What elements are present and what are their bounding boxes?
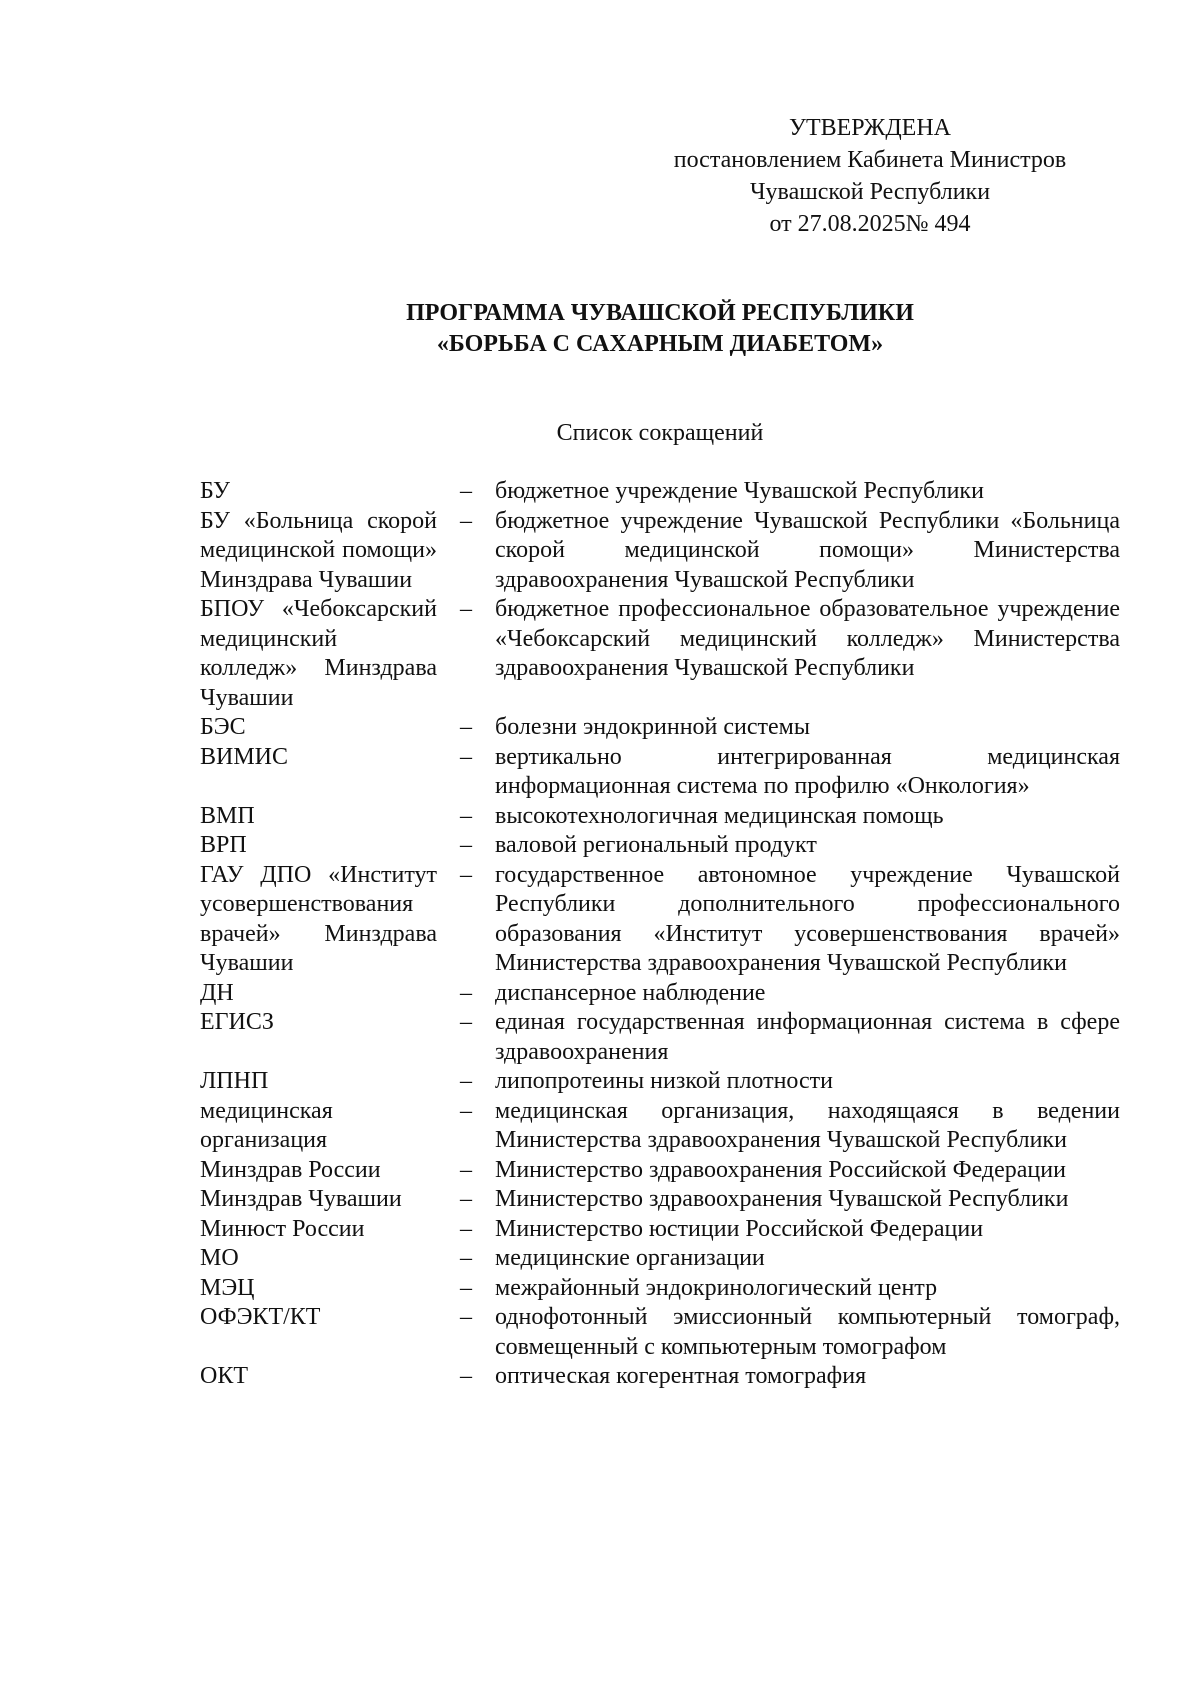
- abbreviation-row: [200, 507, 1120, 596]
- approval-stamp: [640, 112, 1100, 240]
- approval-date: от 27.08.2025: [769, 211, 906, 237]
- abbreviation-definition: диспансерное наблюдение: [495, 979, 766, 1006]
- abbreviation-term: БПОУ «Чебоксарский медицинский колледж» Минздрава Чувашии: [200, 596, 437, 711]
- abbreviation-definition: липопротеины низкой плотности: [495, 1068, 834, 1094]
- abbreviation-row: [200, 979, 1120, 1009]
- abbreviation-dash: –: [460, 1274, 472, 1301]
- abbreviation-dash: –: [460, 1245, 472, 1271]
- approval-number: № 494: [905, 211, 971, 237]
- abbreviation-list: [200, 477, 1120, 1392]
- abbreviation-row: [200, 1303, 1120, 1362]
- abbreviation-row: [200, 1097, 1120, 1156]
- abbreviation-term: БУ: [200, 478, 230, 504]
- abbreviation-definition: бюджетное учреждение Чувашской Республики: [495, 478, 984, 504]
- abbreviation-row: [200, 1362, 1120, 1392]
- approval-date-line: [640, 208, 1100, 240]
- approval-region: Чувашской Республики: [749, 179, 991, 205]
- abbreviation-definition: Министерство здравоохранения Чувашской Республики: [495, 1186, 1069, 1212]
- abbreviation-term: ГАУ ДПО «Институт усовершенствования врачей» Минздрава Чувашии: [200, 861, 437, 976]
- abbreviation-term: Минздрав России: [200, 1156, 381, 1183]
- abbreviation-dash: –: [460, 743, 472, 770]
- section-heading: Список сокращений: [556, 420, 764, 446]
- abbreviation-term: ВИМИС: [200, 743, 289, 770]
- abbreviation-dash: –: [460, 1068, 472, 1094]
- abbreviation-row: [200, 1185, 1120, 1215]
- abbreviation-definition: Министерство здравоохранения Российской Федерации: [495, 1156, 1066, 1183]
- abbreviation-row: [200, 831, 1120, 861]
- abbreviation-dash: –: [460, 596, 472, 622]
- abbreviation-definition: однофотонный эмиссионный компьютерный томограф, совмещенный с компьютерным томографом: [495, 1304, 1120, 1360]
- abbreviation-term: БЭС: [200, 714, 246, 740]
- abbreviation-term: Минздрав Чувашии: [200, 1186, 402, 1212]
- abbreviation-row: [200, 743, 1120, 802]
- abbreviation-dash: –: [460, 1097, 472, 1124]
- abbreviation-term: Минюст России: [200, 1215, 365, 1242]
- abbreviation-row: [200, 477, 1120, 507]
- document-title: [200, 298, 1120, 360]
- abbreviation-definition: болезни эндокринной системы: [495, 714, 810, 740]
- abbreviation-dash: –: [460, 802, 472, 829]
- abbreviation-term: БУ «Больница скорой медицинской помощи» Минздрава Чувашии: [200, 507, 437, 593]
- title-line-1: ПРОГРАММА ЧУВАШСКОЙ РЕСПУБЛИКИ: [406, 300, 914, 326]
- abbreviation-dash: –: [460, 1363, 472, 1389]
- abbreviation-row: [200, 1274, 1120, 1304]
- abbreviation-definition: Министерство юстиции Российской Федерации: [495, 1215, 984, 1242]
- abbreviation-term: МЭЦ: [200, 1274, 255, 1301]
- abbreviation-term: МО: [200, 1245, 239, 1271]
- abbreviation-row: [200, 1067, 1120, 1097]
- abbreviation-dash: –: [460, 1304, 472, 1330]
- abbreviation-definition: высокотехнологичная медицинская помощь: [495, 802, 944, 829]
- abbreviation-row: [200, 861, 1120, 979]
- abbreviation-definition: государственное автономное учреждение Чувашской Республики дополнительного профессионального образования «Институт усовершенствования врачей» Министерства здравоохранения Чувашской Республики: [495, 861, 1120, 976]
- abbreviation-term: ДН: [200, 979, 234, 1006]
- abbreviation-dash: –: [460, 478, 472, 504]
- abbreviation-definition: оптическая когерентная томография: [495, 1363, 867, 1389]
- abbreviation-term: ВМП: [200, 802, 255, 829]
- abbreviation-term: ОФЭКТ/КТ: [200, 1304, 321, 1330]
- abbreviation-dash: –: [460, 1156, 472, 1183]
- abbreviation-term: ОКТ: [200, 1363, 248, 1389]
- abbreviation-dash: –: [460, 832, 472, 858]
- abbreviation-definition: бюджетное профессиональное образовательное учреждение «Чебоксарский медицинский колледж» Министерства здравоохранения Чувашской Республики: [495, 596, 1120, 681]
- approval-heading: УТВЕРЖДЕНА: [788, 115, 952, 141]
- abbreviation-definition: вертикально интегрированная медицинская информационная система по профилю «Онкология»: [495, 743, 1120, 799]
- abbreviation-term: медицинская организация: [200, 1097, 333, 1153]
- approval-authority: постановлением Кабинета Министров: [673, 147, 1067, 173]
- abbreviation-dash: –: [460, 861, 472, 888]
- abbreviation-dash: –: [460, 979, 472, 1006]
- abbreviation-dash: –: [460, 1186, 472, 1212]
- abbreviation-row: [200, 1244, 1120, 1274]
- abbreviation-term: ЕГИСЗ: [200, 1009, 274, 1035]
- abbreviation-definition: медицинские организации: [495, 1245, 765, 1271]
- abbreviation-row: [200, 1008, 1120, 1067]
- abbreviation-row: [200, 1156, 1120, 1186]
- title-line-2: «БОРЬБА С САХАРНЫМ ДИАБЕТОМ»: [436, 331, 884, 357]
- abbreviation-definition: межрайонный эндокринологический центр: [495, 1274, 938, 1301]
- abbreviation-definition: валовой региональный продукт: [495, 832, 817, 858]
- abbreviation-term: ВРП: [200, 832, 247, 858]
- abbreviation-dash: –: [460, 507, 472, 534]
- abbreviation-dash: –: [460, 714, 472, 740]
- abbreviation-row: [200, 1215, 1120, 1245]
- abbreviation-dash: –: [460, 1215, 472, 1242]
- abbreviation-definition: медицинская организация, находящаяся в ведении Министерства здравоохранения Чувашской Республики: [495, 1097, 1120, 1153]
- abbreviation-row: [200, 802, 1120, 832]
- abbreviation-definition: единая государственная информационная система в сфере здравоохранения: [495, 1009, 1120, 1065]
- abbreviation-dash: –: [460, 1009, 472, 1035]
- abbreviation-term: ЛПНП: [200, 1068, 269, 1094]
- abbreviation-definition: бюджетное учреждение Чувашской Республики «Больница скорой медицинской помощи» Министерства здравоохранения Чувашской Республики: [495, 507, 1120, 593]
- abbreviation-row: [200, 595, 1120, 713]
- abbreviation-row: [200, 713, 1120, 743]
